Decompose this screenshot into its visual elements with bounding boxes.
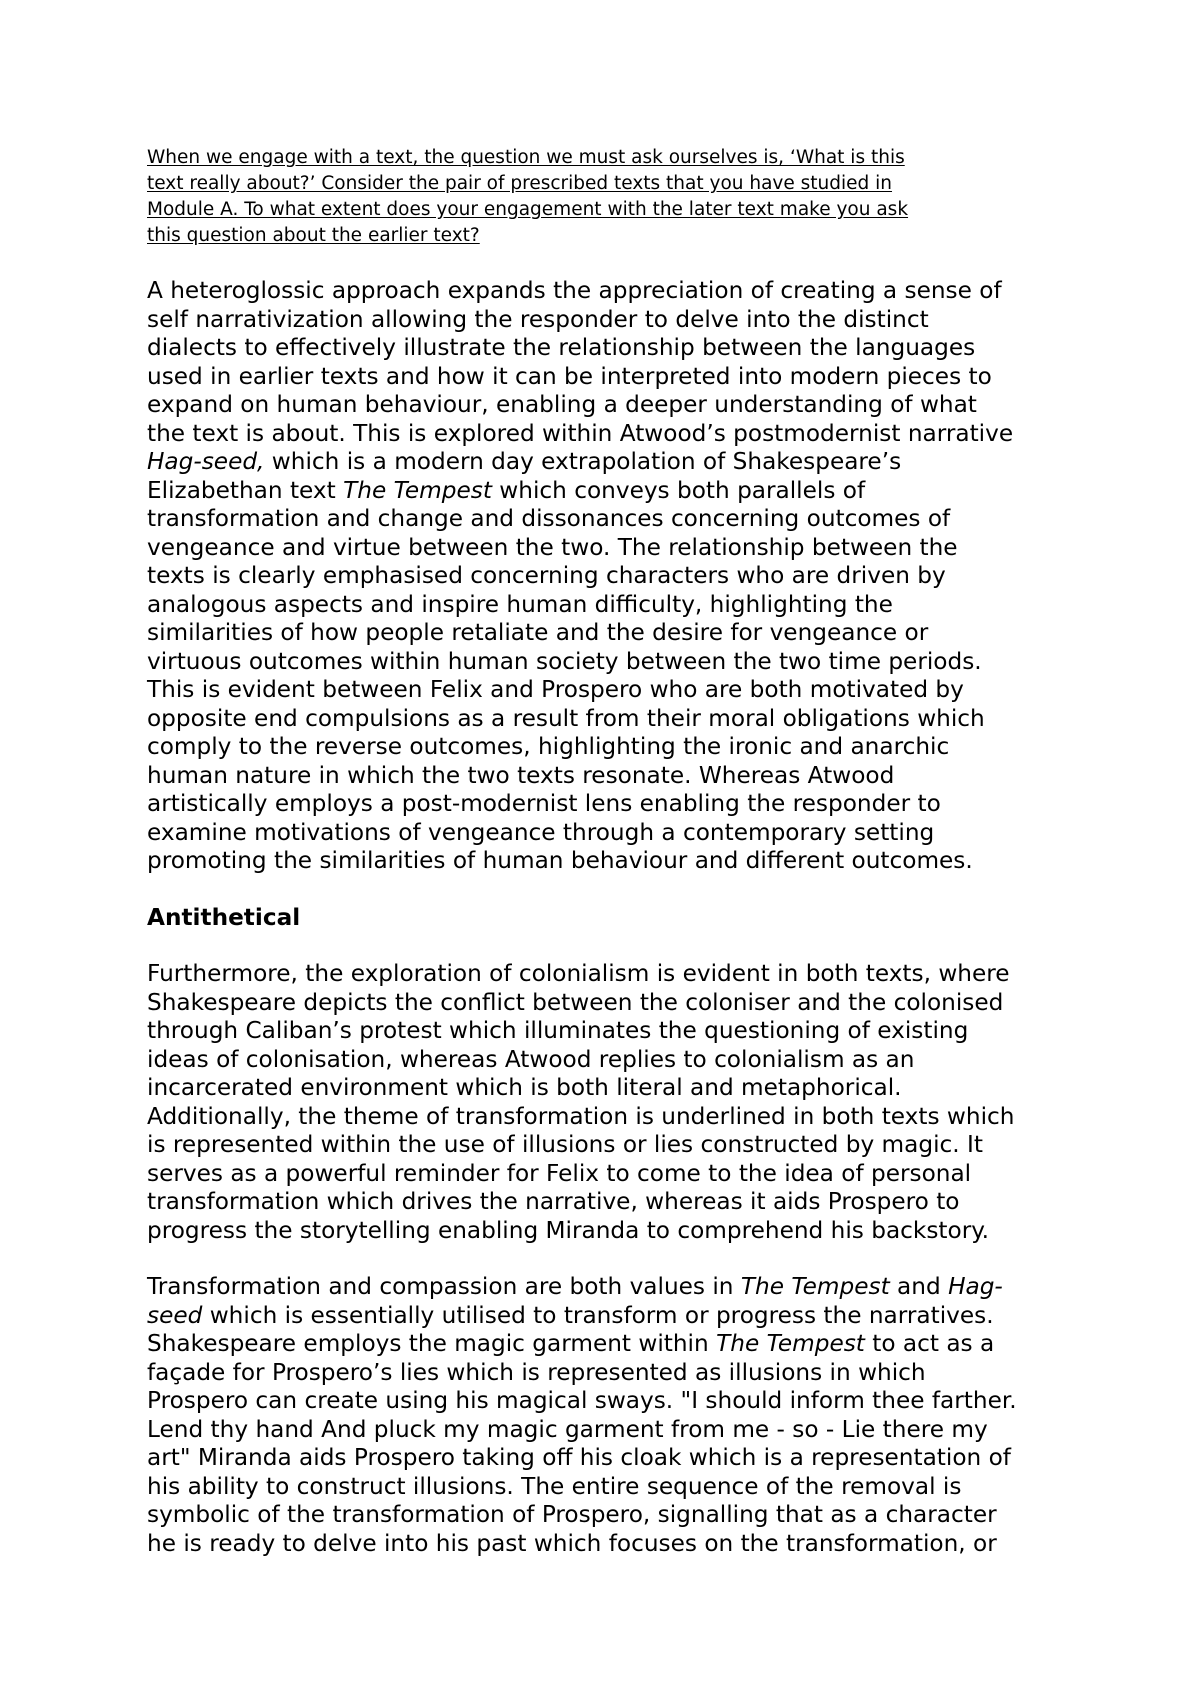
text-segment: Transformation and compassion are both values in [147,1273,741,1300]
italic-title: seed [147,1301,203,1329]
text-line: Lend thy hand And pluck my magic garment from me - so - Lie there my [147,1415,988,1443]
italic-title: The Tempest [343,476,492,504]
text-line: expand on human behaviour, enabling a deeper understanding of what [147,391,977,418]
text-segment: Elizabethan text [147,476,344,504]
text-line: This is evident between Felix and Prospero who are both motivated by [147,676,964,703]
text-segment: which conveys both parallels of [491,476,866,504]
text-line: Prospero can create using his magical sways. "I should inform thee farther. [147,1387,1017,1414]
text-line: virtuous outcomes within human society between the two time periods. [147,647,982,675]
text-line: human nature in which the two texts resonate. Whereas Atwood [147,761,895,789]
essay-question [147,145,1047,249]
text-line: examine motivations of vengeance through a contemporary setting [147,818,935,846]
text-line: progress the storytelling enabling Miranda to comprehend his backstory. [147,1216,990,1244]
question-line: When we engage with a text, the question we must ask ourselves is, ‘What is this [147,147,905,168]
text-line: serves as a powerful reminder for Felix to come to the idea of personal [147,1159,972,1187]
text-line: dialects to effectively illustrate the relationship between the languages [147,334,976,361]
paragraph-transformation [147,1273,1067,1558]
document-page [147,145,1067,1586]
text-line: transformation which drives the narrative, whereas it aids Prospero to [147,1188,960,1215]
text-line: the text is about. This is explored within Atwood’s postmodernist narrative [147,419,1014,447]
text-line: through Caliban’s protest which illuminates the questioning of existing [147,1017,969,1044]
text-line: texts is clearly emphasised concerning characters who are driven by [147,562,946,589]
text-line: A heteroglossic approach expands the appreciation of creating a sense of [147,277,1002,304]
text-line: Shakespeare depicts the conflict between the coloniser and the colonised [147,988,1004,1016]
text-segment: Shakespeare employs the magic garment within [147,1330,717,1357]
text-line [147,1302,1067,1331]
text-line: is represented within the use of illusions or lies constructed by magic. It [147,1131,983,1158]
text-line: Furthermore, the exploration of colonialism is evident in both texts, where [147,960,1010,987]
text-line: analogous aspects and inspire human difficulty, highlighting the [147,590,893,618]
italic-title: Hag-seed, [147,448,265,475]
text-line [147,1273,1067,1302]
text-line: comply to the reverse outcomes, highlighting the ironic and anarchic [147,733,950,760]
text-line [147,1330,1067,1359]
text-line: Additionally, the theme of transformation is underlined in both texts which [147,1102,1015,1130]
text-line: similarities of how people retaliate and the desire for vengeance or [147,619,929,646]
text-line: he is ready to delve into his past which focuses on the transformation, or [147,1529,997,1557]
text-line: ideas of colonisation, whereas Atwood replies to colonialism as an [147,1045,915,1073]
italic-title: Hag- [948,1273,1003,1300]
paragraph-colonialism [147,960,1067,1245]
question-line: this question about the earlier text? [147,225,480,246]
text-line: transformation and change and dissonances concerning outcomes of [147,505,951,532]
text-line: art" Miranda aids Prospero taking off his cloak which is a representation of [147,1444,1011,1471]
text-line: façade for Prospero’s lies which is represented as illusions in which [147,1358,926,1386]
question-line: Module A. To what extent does your engagement with the later text make you ask [147,199,909,220]
text-line: self narrativization allowing the responder to delve into the distinct [147,305,929,333]
text-line [147,448,1067,477]
text-line: his ability to construct illusions. The entire sequence of the removal is [147,1472,962,1500]
text-segment: which is essentially utilised to transform or progress the narratives. [202,1301,994,1329]
section-heading: Antithetical [147,903,301,931]
text-segment: and [889,1273,949,1300]
text-line: used in earlier texts and how it can be interpreted into modern pieces to [147,362,992,390]
text-line: artistically employs a post-modernist lens enabling the responder to [147,790,941,817]
text-line: incarcerated environment which is both literal and metaphorical. [147,1074,902,1101]
italic-title: The Tempest [716,1330,865,1357]
text-line [147,477,1067,506]
text-line: vengeance and virtue between the two. The relationship between the [147,533,958,561]
text-line: opposite end compulsions as a result from their moral obligations which [147,704,985,732]
italic-title: The Tempest [740,1273,890,1300]
question-line: text really about?’ Consider the pair of prescribed texts that you have studied in [147,173,893,194]
paragraph-introduction [147,277,1067,876]
text-segment: to act as a [864,1330,995,1357]
text-line: promoting the similarities of human behaviour and different outcomes. [147,847,973,874]
text-line: symbolic of the transformation of Prospero, signalling that as a character [147,1501,997,1528]
text-segment: which is a modern day extrapolation of Shakespeare’s [264,448,902,475]
